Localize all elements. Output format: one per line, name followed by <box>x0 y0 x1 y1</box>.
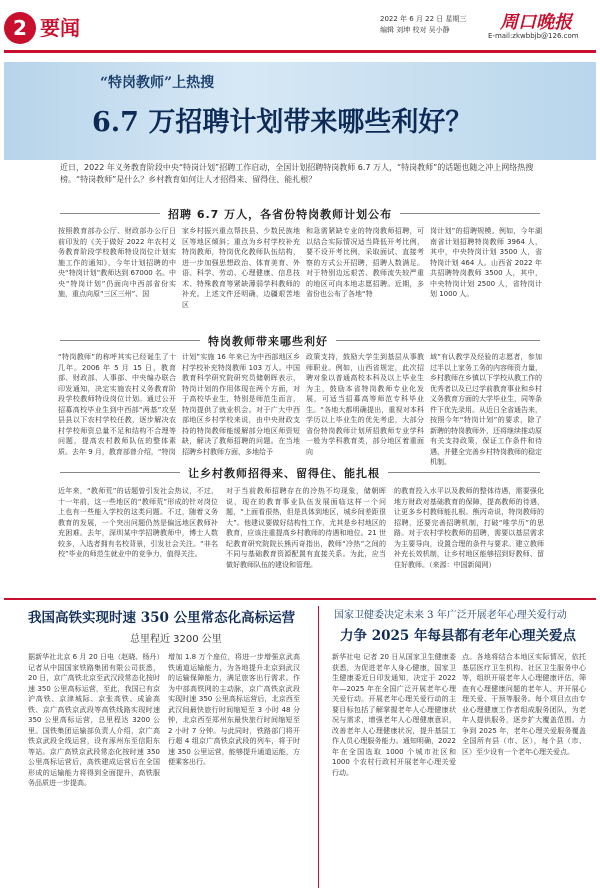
section-divider <box>4 598 596 600</box>
story3-kicker: 国家卫健委决定未来 3 年广泛开展老年心理关爱行动 <box>334 610 567 621</box>
sec3-col-3: 的教育投入水平以及教师的整体待遇，需要强化地方财政对基础教育的保障，提高教师的待遇，让更多乡村教师能扎根。熊丙奇说，特岗教师的招聘，还要完善招聘机制，打破“唯学历”的思路。对于农村学校教师的招聘，需要以基层需求为主要导向，设置合理的条件与要求。建立教师补充长效机制，让乡村地区能够招到好教师、留住好教师。（来源：中国新闻网） <box>394 487 544 569</box>
sec2-col-1: “特岗教师”的称呼其实已经诞生了十几年。2006 年 5 月 15 日，教育部、财政部、人事部、中央编办联合印发通知，决定实施农村义务教育阶段学校教师特设岗位计划。通过公开招募高校毕业生到中西部“两基”攻坚县县以下农村学校任教，逐步解决农村学校师资总量不足和结构不合理等问题，提高农村教师队伍的整体素质。去年 9 月，教育部曾介绍，“特岗 <box>58 353 176 456</box>
column-divider <box>318 606 319 888</box>
page-number-badge: 2 <box>4 12 36 44</box>
subhead-2: 特岗教师带来哪些利好 <box>200 333 336 349</box>
sec2-col-2: 计划”实施 16 年来已为中西部地区乡村学校补充特岗教师 103 万人。中国教育科学研究院研究员储朝晖表示，特岗计划的作用体现在两个方面，对于高校毕业生，特别是师范生而言，特岗提供了就业机会。对于广大中西部地区乡村学校来说，由中央财政支持的特岗教师能缓解部分地区师资短缺，解决了教师招聘的问题。在当地招聘乡村教师方面，多地给予 <box>182 353 300 456</box>
masthead-logo: 周口晚报 <box>500 12 572 33</box>
story3-col-2: 点。各地将结合本地区实际情况，依托基层医疗卫生机构、社区卫生服务中心等，组织开展老年人心理健康评估，筛查有心理健康问题的老年人，并开展心理关爱、干预等服务。每个项目点由专业心理健康工作者组成服务团队，为老年人提供服务，逐步扩大覆盖范围。力争到 2025 年，老年心理关爱服务覆盖全国所有县（市、区），每个县（市、区）至少设有一个老年心理关爱点。 <box>462 653 586 756</box>
story2-title: 我国高铁实现时速 350 公里常态化高标运营 <box>28 610 296 626</box>
sec1-col-3: 和急需紧缺专业的特岗教师招聘，可以结合实际情况适当降低开考比例，要不设开考比例，采取面试、直接考察的方式公开招聘，招聘人数满足。对于特别边远艰苦、教师流失较严重的地区可向本地志愿招聘。近期，多省份也公布了各地“特 <box>306 227 424 298</box>
story2-col-1: 据新华社北京 6 月 20 日电（赵晓、杨丹）记者从中国国家铁路集团有限公司获悉，20 日，京广高铁北京至武汉段常态化按时速 350 公里高标运营，至此，我国已有京沪高铁、京津城际、京张高铁、成渝高铁、京广高铁京武段等高铁线路实现时速 350 公里高标运营，总里程达 3200 公里。国铁集团运输部负责人介绍，京广高铁京武段全线运营，设有涿州东至信阳东等站。京广高铁京武段常态化按时速 350 公里高标运营后，高铁建成运营后在全国形成的运输能力将得到全面提升，高铁服务品质进一步提高。 <box>28 653 160 787</box>
subhead-3: 让乡村教师招得来、留得住、能扎根 <box>180 465 388 481</box>
story3-col-1: 新华社电 记者 20 日从国家卫生健康委获悉，为促进老年人身心健康，国家卫生健康委近日印发通知，决定于 2022 年—2025 年在全国广泛开展老年心理关爱行动。开展老年心理关爱行动的主要目标包括了解掌握老年人心理健康状况与需求，增强老年人心理健康意识，改善老年人心理健康状况，提升基层工作人员心理服务能力。通知明确，2022 年在全国选取 1000 个城市社区和 1000 个农村行政村开展老年心理关爱行动。 <box>332 653 456 777</box>
header-rule <box>4 50 596 53</box>
main-kicker: “特岗教师”上热搜 <box>100 75 215 91</box>
sec1-col-4: 岗计划”的招聘规模。例如，今年湖南省计划招聘特岗教师 3964 人，其中，中央特岗计划 3500 人，省特岗计划 464 人。山西省 2022 年共招聘特岗教师 3500 人，其中，中央特岗计划 2500 人，省特岗计划 1000 人。 <box>430 227 542 298</box>
page-header <box>0 0 600 62</box>
issue-meta <box>380 14 467 36</box>
main-lede: 近日，2022 年义务教育阶段中央“特岗计划”招聘工作启动，全国计划招聘特岗教师 6.7 万人，“特岗教师”的话题也随之冲上网络热搜榜。“特岗教师”是什么？乡村教育如何让人才招得来、留得住、能扎根？ <box>60 163 534 184</box>
issue-editors: 编辑 刘坤 校对 吴小静 <box>380 26 450 34</box>
sec2-col-4: 域”有认教学及经验的志愿者，参加过半以上家务工务的内容师资力量，乡村教师在乡镇以下学校从教工作的优秀者以及已过学前教育事业和乡村义务教育方面的大学毕业生，同等条件下优先录用。从近日全省通告来，按照今年“特岗计划”的要求，除了新聘的特岗教师外，还将继续推动原有关支持政策，保证工作条件和待遇，并健全完善乡村特岗教师的稳定机制。 <box>430 353 542 466</box>
subhead-1: 招聘 6.7 万人，各省份特岗教师计划公布 <box>160 206 400 222</box>
masthead-email: E-mail:zkwbbjb@126.com <box>488 32 579 40</box>
sec3-col-1: 近年来，“教师荒”的话题曾引发社会热议，不过，十一年前，这一些地区的“教师荒”形成的针对岗位上也有一些能入学校的这类问题。不过，随着义务教育的发展，一个突出问题仍然是偏远地区教师补充困难。去年，深圳某中学招聘教师中，博士人数较多，入选者拥有名校背景，引发社会关注。“非名校”毕业的师范生就业中的竞争力，值得关注。 <box>58 487 218 558</box>
issue-date: 2022 年 6 月 22 日 星期三 <box>380 15 467 23</box>
sec1-col-1: 按照教育部办公厅、财政部办公厅日前印发的《关于做好 2022 年农村义务教育阶段学校教师特设岗位计划实施工作的通知》，今年计划招聘的中央“特岗计划”教师达到 67000 名。中央“特岗计划”仍面向中西部省份实施，重点向原“三区三州”、国 <box>58 227 176 298</box>
story2-subtitle: 总里程近 3200 公里 <box>130 634 222 645</box>
main-headline: 6.7 万招聘计划带来哪些利好？ <box>92 107 473 138</box>
section-title: 要闻 <box>40 16 80 40</box>
sec1-col-2: 家乡村振兴重点帮扶县、少数民族地区等地区倾斜；重点为乡村学校补充特岗教师，特岗优化教师队伍结构，进一步加强思想政治、体育美育、外语、科学、劳动、心理健康、信息技术、特殊教育等紧缺薄弱学科教师的补充。上述文件还明确，边疆艰苦地区 <box>182 227 300 309</box>
sec2-col-3: 政策支持，鼓励大学生到基层从事教师职业。例如，山西省规定，此次招聘对象以普通高校本科及以上毕业生为主，鼓励本省特岗教师专业化发展，可适当招募高等师范专科毕业生。“各地大都明确提出，重视对本科学历以上毕业生的优先考虑，大部分省份特岗教师计划所招教师专业学科一般为学科教育类，部分地区着重面向 <box>306 353 424 456</box>
story3-title: 力争 2025 年每县都有老年心理关爱点 <box>340 628 576 644</box>
sec3-col-2: 对于当前教师招聘存在的冷热不均现象，储朝晖说，现在的教育事业队伍发展面临这样一个问题，“上面看很热，但是具体到地区，城乡间差距很大”。他建议要做好结构性工作，尤其是乡村地区的教育，应该注重提高乡村教师的待遇和地位。21 世纪教育研究院院长熊丙奇指出，教师“冷热”之间的不同与基础教育资源配置有直接关系。为此，应当做好教师队伍的建设和管理。 <box>226 487 386 569</box>
story2-col-2: 增加 1.8 万个座位，将进一步增强京武高铁通道运输能力，为各地提升北京到武汉的运输保障能力，满足旅客出行需求。作为中部高铁网的主动脉，京广高铁京武段实现时速 350 公里高标运营后，北京西至武汉间最快旅行时间缩短至 3 小时 48 分钟，北京西至郑州东最快旅行时间缩短至 2 小时 7 分钟。与此同时，铁路部门将开行超 4 组京广高铁京武段的列车，将于时速 350 公里运营，能够提升通道运能，方便乘客出行。 <box>168 653 300 766</box>
